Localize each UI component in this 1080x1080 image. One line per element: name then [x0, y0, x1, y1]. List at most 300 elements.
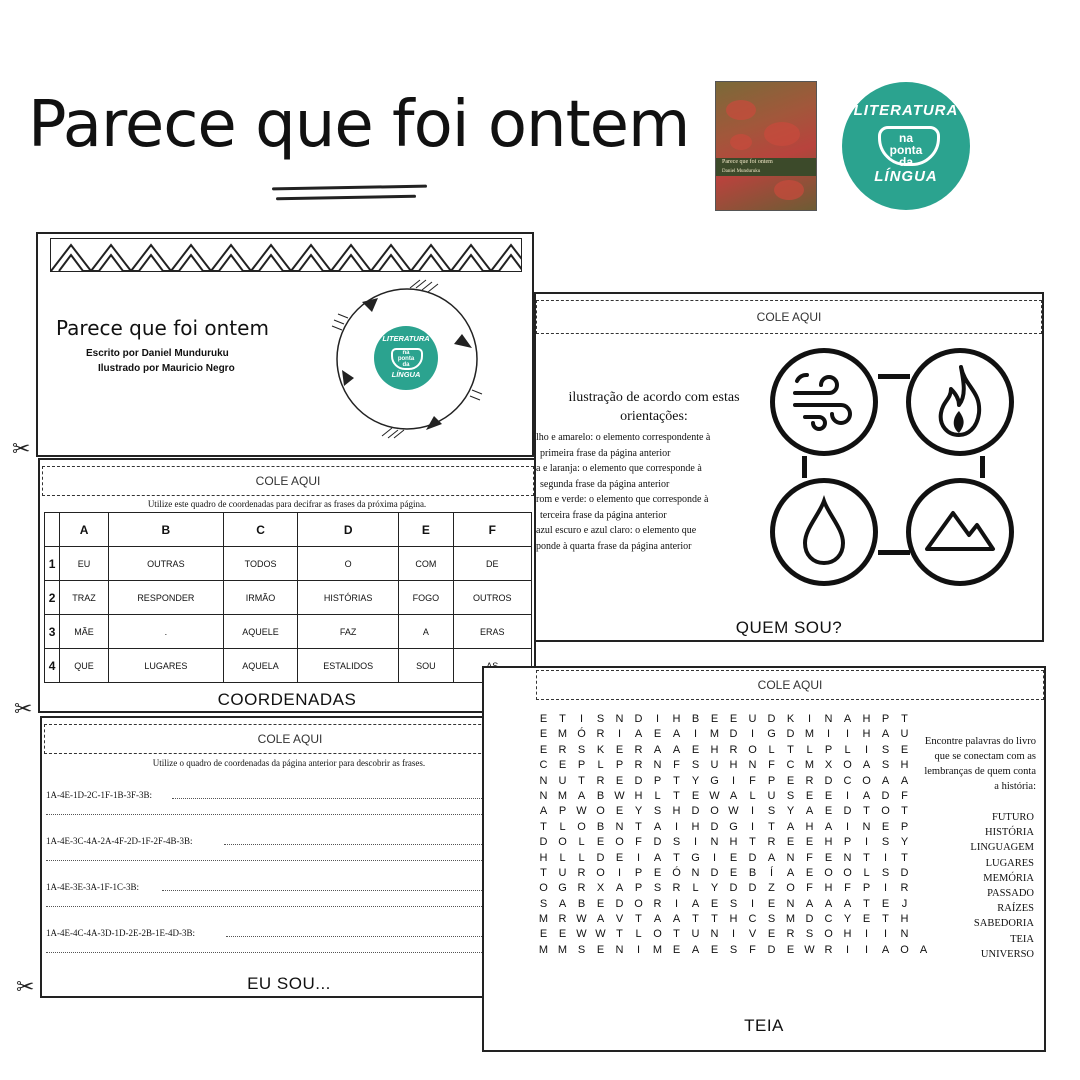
- word-search-letter[interactable]: I: [864, 743, 869, 756]
- word-search-letter[interactable]: H: [862, 713, 871, 725]
- word-search-letter[interactable]: E: [881, 820, 890, 833]
- word-search-letter[interactable]: E: [729, 713, 738, 725]
- word-search-letter[interactable]: H: [710, 743, 719, 756]
- word-search-letter[interactable]: E: [805, 836, 814, 849]
- word-search-letter[interactable]: S: [672, 836, 681, 849]
- word-search-letter[interactable]: R: [558, 913, 567, 926]
- word-search-letter[interactable]: E: [824, 805, 833, 818]
- word-search-letter[interactable]: E: [691, 789, 700, 802]
- word-search-letter[interactable]: R: [577, 882, 586, 895]
- word-search-letter[interactable]: Y: [843, 913, 852, 926]
- word-search-letter[interactable]: W: [576, 913, 587, 926]
- word-search-letter[interactable]: K: [786, 713, 795, 725]
- word-search-letter[interactable]: R: [767, 836, 776, 849]
- word-search-letter[interactable]: G: [729, 820, 738, 833]
- word-search-letter[interactable]: K: [596, 743, 605, 756]
- word-search-letter[interactable]: A: [805, 805, 814, 818]
- word-search-letter[interactable]: E: [596, 943, 605, 956]
- word-search-letter[interactable]: E: [615, 774, 624, 787]
- word-search-letter[interactable]: W: [804, 943, 815, 956]
- word-search-letter[interactable]: R: [824, 943, 833, 956]
- word-search-letter[interactable]: O: [596, 805, 605, 818]
- word-search-letter[interactable]: Y: [900, 836, 909, 849]
- word-search-letter[interactable]: S: [577, 943, 586, 956]
- word-search-letter[interactable]: I: [864, 836, 869, 849]
- word-search-letter[interactable]: N: [900, 928, 909, 941]
- word-search-letter[interactable]: L: [635, 928, 642, 941]
- word-search-letter[interactable]: T: [768, 820, 775, 833]
- word-search-letter[interactable]: T: [673, 789, 680, 802]
- word-search-letter[interactable]: I: [636, 943, 641, 956]
- word-search-letter[interactable]: P: [862, 882, 871, 895]
- word-search-letter[interactable]: O: [748, 743, 757, 756]
- word-search-letter[interactable]: E: [862, 913, 871, 926]
- word-search-letter[interactable]: L: [559, 851, 566, 864]
- word-search-letter[interactable]: E: [596, 836, 605, 849]
- word-search-letter[interactable]: D: [596, 851, 605, 864]
- word-search-letter[interactable]: E: [824, 789, 833, 802]
- word-search-letter[interactable]: H: [729, 913, 738, 926]
- word-search-letter[interactable]: S: [881, 743, 890, 756]
- word-search-letter[interactable]: O: [710, 805, 719, 818]
- word-search-letter[interactable]: P: [900, 820, 909, 833]
- word-search-letter[interactable]: H: [824, 836, 833, 849]
- word-search-letter[interactable]: I: [883, 928, 888, 941]
- word-search-letter[interactable]: A: [805, 897, 814, 910]
- answer-line[interactable]: [46, 906, 532, 907]
- word-search-letter[interactable]: T: [901, 713, 908, 725]
- word-search-letter[interactable]: T: [749, 836, 756, 849]
- word-search-letter[interactable]: D: [710, 820, 719, 833]
- word-search-letter[interactable]: O: [824, 928, 833, 941]
- word-search-letter[interactable]: E: [539, 728, 548, 741]
- word-search-letter[interactable]: A: [824, 897, 833, 910]
- word-search-letter[interactable]: W: [576, 805, 587, 818]
- word-search-letter[interactable]: F: [806, 882, 813, 895]
- word-search-letter[interactable]: E: [539, 713, 548, 725]
- word-search-letter[interactable]: I: [845, 820, 850, 833]
- word-search-letter[interactable]: L: [559, 820, 566, 833]
- word-search-letter[interactable]: D: [729, 882, 738, 895]
- word-search-letter[interactable]: A: [558, 897, 567, 910]
- word-search-letter[interactable]: A: [767, 851, 776, 864]
- word-search-letter[interactable]: N: [615, 713, 624, 725]
- word-search-letter[interactable]: D: [634, 713, 643, 725]
- word-search-letter[interactable]: U: [691, 928, 700, 941]
- word-search-letter[interactable]: S: [539, 897, 548, 910]
- word-search-letter[interactable]: I: [579, 713, 584, 725]
- word-search-letter[interactable]: N: [710, 836, 719, 849]
- word-search-letter[interactable]: M: [804, 728, 815, 741]
- word-search-letter[interactable]: L: [578, 836, 585, 849]
- word-search-letter[interactable]: Y: [786, 805, 795, 818]
- word-search-letter[interactable]: L: [768, 743, 775, 756]
- word-search-letter[interactable]: M: [557, 789, 568, 802]
- word-search-letter[interactable]: A: [596, 913, 605, 926]
- word-search-letter[interactable]: D: [767, 713, 776, 725]
- word-search-letter[interactable]: J: [901, 897, 908, 910]
- word-search-letter[interactable]: I: [826, 728, 831, 741]
- word-search-letter[interactable]: A: [577, 789, 586, 802]
- word-search-letter[interactable]: A: [653, 743, 662, 756]
- word-search-letter[interactable]: S: [881, 866, 890, 879]
- word-search-letter[interactable]: B: [596, 820, 605, 833]
- word-search-letter[interactable]: E: [729, 851, 738, 864]
- word-search-letter[interactable]: O: [843, 866, 852, 879]
- word-search-letter[interactable]: R: [558, 743, 567, 756]
- word-search-letter[interactable]: E: [653, 866, 662, 879]
- word-search-letter[interactable]: M: [538, 913, 549, 926]
- word-search-letter[interactable]: M: [709, 728, 720, 741]
- word-search-letter[interactable]: E: [615, 805, 624, 818]
- word-search-letter[interactable]: D: [691, 805, 700, 818]
- word-search-letter[interactable]: P: [634, 882, 643, 895]
- word-search-letter[interactable]: R: [653, 897, 662, 910]
- word-search-letter[interactable]: H: [900, 759, 909, 772]
- word-search-letter[interactable]: U: [558, 866, 567, 879]
- word-search-letter[interactable]: I: [883, 851, 888, 864]
- word-search-letter[interactable]: U: [748, 713, 757, 725]
- word-search-letter[interactable]: E: [767, 928, 776, 941]
- word-search-letter[interactable]: A: [672, 913, 681, 926]
- word-search-letter[interactable]: A: [615, 882, 624, 895]
- word-search-letter[interactable]: G: [691, 851, 700, 864]
- word-search-letter[interactable]: R: [634, 743, 643, 756]
- word-search-letter[interactable]: Y: [710, 882, 719, 895]
- word-search-letter[interactable]: W: [614, 789, 625, 802]
- word-search-letter[interactable]: S: [653, 805, 662, 818]
- word-search-letter[interactable]: V: [748, 928, 757, 941]
- word-search-letter[interactable]: F: [844, 882, 851, 895]
- word-search-letter[interactable]: F: [749, 943, 756, 956]
- word-search-letter[interactable]: P: [653, 774, 662, 787]
- word-search-letter[interactable]: T: [635, 820, 642, 833]
- word-search-letter[interactable]: Y: [634, 805, 643, 818]
- word-search-letter[interactable]: R: [634, 759, 643, 772]
- word-search-letter[interactable]: X: [596, 882, 605, 895]
- word-search-letter[interactable]: T: [673, 928, 680, 941]
- word-search-letter[interactable]: A: [881, 943, 890, 956]
- word-search-letter[interactable]: E: [558, 928, 567, 941]
- word-search-letter[interactable]: T: [540, 820, 547, 833]
- word-search-letter[interactable]: A: [881, 774, 890, 787]
- word-search-letter[interactable]: U: [558, 774, 567, 787]
- word-search-letter[interactable]: W: [595, 928, 606, 941]
- word-search-letter[interactable]: U: [710, 759, 719, 772]
- word-search-letter[interactable]: I: [883, 882, 888, 895]
- word-search-letter[interactable]: I: [864, 943, 869, 956]
- word-search-letter[interactable]: T: [578, 774, 585, 787]
- word-search-letter[interactable]: A: [843, 897, 852, 910]
- word-search-letter[interactable]: O: [577, 820, 586, 833]
- word-search-letter[interactable]: O: [634, 897, 643, 910]
- word-search-letter[interactable]: C: [843, 774, 852, 787]
- word-search-letter[interactable]: T: [863, 805, 870, 818]
- word-search-letter[interactable]: T: [692, 913, 699, 926]
- word-search-letter[interactable]: O: [786, 882, 795, 895]
- word-search-letter[interactable]: P: [558, 805, 567, 818]
- word-search-letter[interactable]: N: [539, 774, 548, 787]
- word-search-letter[interactable]: A: [691, 943, 700, 956]
- word-search-letter[interactable]: D: [900, 866, 909, 879]
- word-search-letter[interactable]: I: [845, 728, 850, 741]
- word-search-letter[interactable]: S: [767, 913, 776, 926]
- word-search-letter[interactable]: I: [731, 928, 736, 941]
- word-search-letter[interactable]: E: [672, 943, 681, 956]
- word-search-letter[interactable]: G: [558, 882, 567, 895]
- word-search-letter[interactable]: I: [712, 851, 717, 864]
- answer-line[interactable]: [172, 798, 532, 799]
- word-search-letter[interactable]: E: [786, 943, 795, 956]
- word-search-letter[interactable]: T: [540, 866, 547, 879]
- word-search-letter[interactable]: T: [673, 774, 680, 787]
- word-search-letter[interactable]: R: [729, 743, 738, 756]
- word-search-letter[interactable]: O: [843, 759, 852, 772]
- word-search-letter[interactable]: E: [767, 897, 776, 910]
- word-search-letter[interactable]: N: [786, 851, 795, 864]
- word-search-letter[interactable]: I: [750, 805, 755, 818]
- word-search-letter[interactable]: A: [786, 820, 795, 833]
- word-search-letter[interactable]: O: [539, 882, 548, 895]
- word-search-letter[interactable]: O: [862, 774, 871, 787]
- word-search-letter[interactable]: T: [673, 851, 680, 864]
- word-search-letter[interactable]: S: [786, 789, 795, 802]
- word-search-letter[interactable]: H: [862, 728, 871, 741]
- word-search-letter[interactable]: R: [900, 882, 909, 895]
- word-search-letter[interactable]: T: [616, 928, 623, 941]
- word-search-letter[interactable]: Ó: [577, 728, 586, 741]
- word-search-letter[interactable]: P: [634, 866, 643, 879]
- word-search-letter[interactable]: H: [672, 805, 681, 818]
- word-search-letter[interactable]: L: [578, 851, 585, 864]
- word-search-letter[interactable]: A: [672, 743, 681, 756]
- word-search-letter[interactable]: E: [615, 743, 624, 756]
- word-search-letter[interactable]: B: [748, 866, 757, 879]
- word-search-letter[interactable]: O: [596, 866, 605, 879]
- word-search-letter[interactable]: R: [577, 866, 586, 879]
- word-search-letter[interactable]: T: [901, 805, 908, 818]
- word-search-letter[interactable]: T: [863, 851, 870, 864]
- word-search-letter[interactable]: D: [729, 728, 738, 741]
- word-search-letter[interactable]: I: [693, 728, 698, 741]
- word-search-letter[interactable]: B: [691, 713, 700, 725]
- word-search-letter[interactable]: E: [805, 789, 814, 802]
- word-search-letter[interactable]: Í: [769, 866, 774, 879]
- word-search-letter[interactable]: O: [615, 836, 624, 849]
- word-search-letter[interactable]: I: [617, 866, 622, 879]
- word-search-letter[interactable]: I: [674, 820, 679, 833]
- word-search-letter[interactable]: M: [652, 943, 663, 956]
- word-search-letter[interactable]: M: [804, 759, 815, 772]
- word-search-letter[interactable]: F: [749, 774, 756, 787]
- word-search-letter[interactable]: N: [691, 866, 700, 879]
- word-search-letter[interactable]: A: [862, 759, 871, 772]
- word-search-letter[interactable]: V: [615, 913, 624, 926]
- word-search-letter[interactable]: E: [710, 943, 719, 956]
- word-search-letter[interactable]: O: [881, 805, 890, 818]
- word-search-letter[interactable]: I: [750, 897, 755, 910]
- word-search-letter[interactable]: A: [881, 728, 890, 741]
- word-search-letter[interactable]: M: [785, 913, 796, 926]
- word-search-letter[interactable]: I: [655, 713, 660, 725]
- word-search-letter[interactable]: M: [557, 943, 568, 956]
- word-search-letter[interactable]: H: [729, 836, 738, 849]
- word-search-letter[interactable]: N: [710, 928, 719, 941]
- word-search-letter[interactable]: G: [767, 728, 776, 741]
- word-search-letter[interactable]: I: [750, 728, 755, 741]
- answer-line[interactable]: [46, 814, 532, 815]
- word-search-letter[interactable]: D: [748, 851, 757, 864]
- word-search-letter[interactable]: A: [729, 789, 738, 802]
- word-search-letter[interactable]: E: [729, 866, 738, 879]
- word-search-letter[interactable]: L: [844, 743, 851, 756]
- word-search-letter[interactable]: H: [729, 759, 738, 772]
- word-search-letter[interactable]: C: [539, 759, 548, 772]
- word-search-letter[interactable]: A: [786, 866, 795, 879]
- word-search-letter[interactable]: L: [597, 759, 604, 772]
- word-search-letter[interactable]: D: [881, 789, 890, 802]
- word-search-letter[interactable]: I: [636, 851, 641, 864]
- word-search-letter[interactable]: H: [539, 851, 548, 864]
- word-search-letter[interactable]: P: [843, 836, 852, 849]
- word-search-letter[interactable]: A: [900, 774, 909, 787]
- word-search-letter[interactable]: B: [577, 897, 586, 910]
- word-search-letter[interactable]: A: [653, 913, 662, 926]
- word-search-letter[interactable]: I: [731, 774, 736, 787]
- word-search-letter[interactable]: N: [539, 789, 548, 802]
- word-search-letter[interactable]: C: [824, 913, 833, 926]
- word-search-letter[interactable]: I: [617, 728, 622, 741]
- word-search-letter[interactable]: C: [786, 759, 795, 772]
- word-search-letter[interactable]: F: [806, 851, 813, 864]
- word-search-letter[interactable]: R: [596, 728, 605, 741]
- word-search-letter[interactable]: T: [882, 913, 889, 926]
- word-search-letter[interactable]: A: [539, 805, 548, 818]
- word-search-letter[interactable]: Z: [768, 882, 775, 895]
- word-search-letter[interactable]: X: [824, 759, 833, 772]
- word-search-letter[interactable]: E: [824, 851, 833, 864]
- word-search-letter[interactable]: S: [596, 713, 605, 725]
- word-search-letter[interactable]: E: [615, 851, 624, 864]
- word-search-letter[interactable]: L: [692, 882, 699, 895]
- word-search-letter[interactable]: M: [538, 943, 549, 956]
- word-search-letter[interactable]: N: [748, 759, 757, 772]
- word-search-letter[interactable]: E: [539, 743, 548, 756]
- word-search-letter[interactable]: H: [672, 713, 681, 725]
- word-search-letter[interactable]: E: [881, 897, 890, 910]
- answer-line[interactable]: [162, 890, 532, 891]
- word-search-letter[interactable]: P: [767, 774, 776, 787]
- word-search-letter[interactable]: S: [767, 805, 776, 818]
- word-search-letter[interactable]: P: [881, 713, 890, 725]
- word-search-letter[interactable]: N: [824, 713, 833, 725]
- word-search-letter[interactable]: E: [596, 897, 605, 910]
- word-search-letter[interactable]: N: [615, 820, 624, 833]
- word-search-letter[interactable]: H: [824, 882, 833, 895]
- word-search-letter[interactable]: A: [824, 820, 833, 833]
- word-search-letter[interactable]: F: [901, 789, 908, 802]
- word-search-letter[interactable]: D: [767, 943, 776, 956]
- word-search-letter[interactable]: N: [653, 759, 662, 772]
- word-search-letter[interactable]: I: [674, 897, 679, 910]
- word-search-letter[interactable]: H: [634, 789, 643, 802]
- word-search-letter[interactable]: S: [881, 836, 890, 849]
- word-search-letter[interactable]: E: [539, 928, 548, 941]
- word-search-letter[interactable]: O: [824, 866, 833, 879]
- word-search-letter[interactable]: R: [672, 882, 681, 895]
- word-search-letter[interactable]: D: [843, 805, 852, 818]
- word-search-letter[interactable]: A: [653, 851, 662, 864]
- word-search-letter[interactable]: B: [596, 789, 605, 802]
- word-search-letter[interactable]: S: [729, 897, 738, 910]
- word-search-letter[interactable]: L: [806, 743, 813, 756]
- word-search-letter[interactable]: D: [539, 836, 548, 849]
- word-search-letter[interactable]: O: [653, 928, 662, 941]
- word-search-letter[interactable]: E: [710, 897, 719, 910]
- word-search-letter[interactable]: H: [805, 820, 814, 833]
- word-search-letter[interactable]: P: [824, 743, 833, 756]
- word-search-letter[interactable]: E: [900, 743, 909, 756]
- word-search-letter[interactable]: D: [710, 866, 719, 879]
- word-search-letter[interactable]: W: [709, 789, 720, 802]
- word-search-letter[interactable]: A: [653, 820, 662, 833]
- word-search-letter[interactable]: S: [805, 928, 814, 941]
- word-search-letter[interactable]: F: [673, 759, 680, 772]
- word-search-letter[interactable]: S: [577, 743, 586, 756]
- word-search-letter[interactable]: I: [845, 943, 850, 956]
- word-search-letter[interactable]: A: [634, 728, 643, 741]
- word-search-letter[interactable]: M: [557, 728, 568, 741]
- word-search-letter[interactable]: W: [728, 805, 739, 818]
- word-search-letter[interactable]: R: [805, 774, 814, 787]
- word-search-letter[interactable]: T: [787, 743, 794, 756]
- word-search-letter[interactable]: S: [691, 759, 700, 772]
- word-search-letter[interactable]: H: [691, 820, 700, 833]
- word-search-letter[interactable]: E: [558, 759, 567, 772]
- word-search-letter[interactable]: E: [805, 866, 814, 879]
- word-search-letter[interactable]: D: [824, 774, 833, 787]
- word-search-letter[interactable]: H: [843, 928, 852, 941]
- word-search-letter[interactable]: Y: [691, 774, 700, 787]
- word-search-letter[interactable]: S: [729, 943, 738, 956]
- word-search-letter[interactable]: O: [558, 836, 567, 849]
- word-search-letter[interactable]: N: [843, 851, 852, 864]
- word-search-letter[interactable]: I: [750, 820, 755, 833]
- word-search-letter[interactable]: I: [693, 836, 698, 849]
- word-search-letter[interactable]: D: [748, 882, 757, 895]
- word-search-letter[interactable]: A: [843, 713, 852, 725]
- word-search-letter[interactable]: I: [845, 789, 850, 802]
- answer-line[interactable]: [46, 952, 532, 953]
- word-search-letter[interactable]: A: [672, 728, 681, 741]
- word-search-letter[interactable]: U: [767, 789, 776, 802]
- word-search-letter[interactable]: E: [691, 743, 700, 756]
- word-search-letter[interactable]: R: [596, 774, 605, 787]
- word-search-letter[interactable]: I: [807, 713, 812, 725]
- word-search-letter[interactable]: N: [615, 943, 624, 956]
- answer-line[interactable]: [46, 860, 532, 861]
- word-search-letter[interactable]: Ó: [672, 866, 681, 879]
- word-search-letter[interactable]: S: [653, 882, 662, 895]
- word-search-letter[interactable]: F: [768, 759, 775, 772]
- word-search-letter[interactable]: D: [786, 728, 795, 741]
- word-search-letter[interactable]: E: [786, 774, 795, 787]
- word-search-letter[interactable]: P: [615, 759, 624, 772]
- word-search-letter[interactable]: A: [862, 789, 871, 802]
- word-search-letter[interactable]: S: [881, 759, 890, 772]
- word-search-letter[interactable]: T: [559, 713, 566, 725]
- word-search-letter[interactable]: L: [863, 866, 870, 879]
